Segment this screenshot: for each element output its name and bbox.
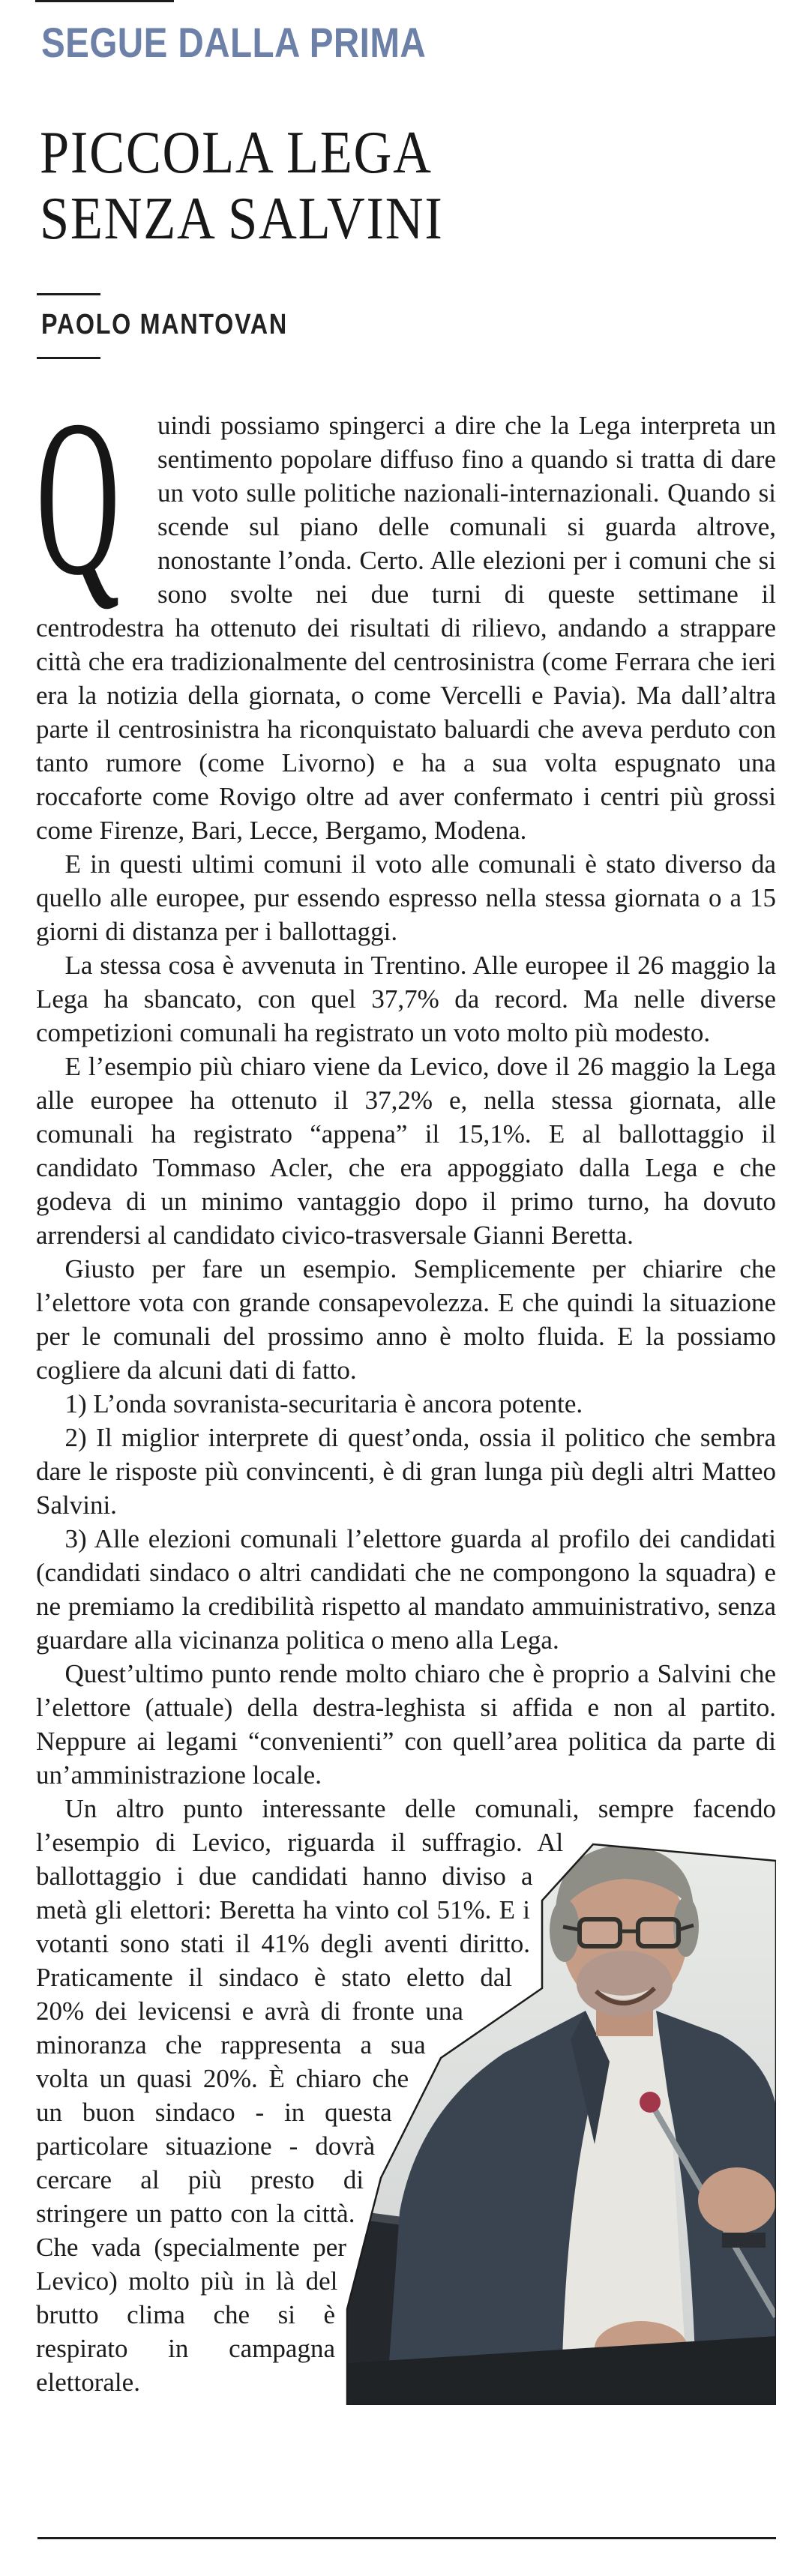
paragraph-5: 1) L’onda sovranista-securitaria è ancora potente. [64,1389,583,1418]
drop-cap: Q [36,409,120,622]
byline-rule-bottom [37,357,100,359]
beard [577,1951,673,2017]
microphone-tip [640,2092,661,2113]
paragraph-6: 2) Il miglior interprete di quest’onda, ossia il politico che sembra dare le risposte più convincenti, è di gran lunga più degli altri Matteo Salvini. [36,1423,776,1520]
watch [722,2233,766,2248]
paragraph-1: E in questi ultimi comuni il voto alle comunali è stato diverso da quello alle europee, pur essendo espresso nella stessa giornata o a 15 giorni di distanza per i ballottaggi. [36,849,776,946]
bottom-rule [37,2537,776,2539]
headline-line-1: PICCOLA LEGA [40,120,433,186]
byline-rule-top [37,293,100,295]
paragraph-9 [36,1792,776,2399]
kicker-rule [35,0,174,2]
headline-line-2: SENZA SALVINI [40,186,444,252]
paragraph-9-text: Un altro punto interessante delle comunali, sempre facendo l’esempio di Levico, riguarda il suffragio. Al ballottaggio i due candidati hanno diviso a metà gli elettori: Beretta ha vinto col 51%. E i votanti sono stati il 41% degli aventi diritto. Praticamente il sindaco è stato eletto dal 20% dei levicensi e avrà di fronte una minoranza che rappresenta a sua volta un quasi 20%. È chiaro che un buon sindaco - in questa particolare situazione - dovrà cercare al più presto di stringere un patto con la città. Che vada (specialmente per Levico) molto più in là del brutto clima che si è respirato in campagna elettorale. [36,1794,776,2397]
paragraph-8: Quest’ultimo punto rende molto chiaro che è proprio a Salvini che l’elettore (attuale) della destra-leghista si affida e non al partito. Neppure ai legami “convenienti” con quell’area politica da parte di un’amministrazione locale. [36,1659,776,1790]
paragraph-4: Giusto per fare un esempio. Semplicemente per chiarire che l’elettore vota con grande consapevolezza. E che quindi la situazione per le comunali del prossimo anno è molto fluida. E la possiamo cogliere da alcuni dati di fatto. [36,1254,776,1385]
lead-paragraph [36,409,776,847]
glasses-right-lens [638,1919,679,1946]
lead-text: uindi possiamo spingerci a dire che la Lega interpreta un sentimento popolare diffuso fino a quando si tratta di dare un voto sulle politiche nazionali-internazionali. Quando si scende sul piano delle comunali si guarda altrove, nonostante l’onda. Certo. Alle elezioni per i comuni che si sono svolte nei due turni di queste settimane il centrodestra ha ottenuto dei risultati di rilievo, andando a strappare città che era tradizionalmente del centrosinistra (come Ferrara che ieri era la notizia della giornata, o come Vercelli e Pavia). Ma dall’altra parte il centrosinistra ha riconquistato baluardi che aveva perduto con tanto rumore (come Livorno) e ha a sua volta espugnato una roccaforte come Rovigo oltre ad aver confermato i centri più grossi come Firenze, Bari, Lecce, Bergamo, Modena. [36,411,776,845]
paragraph-7: 3) Alle elezioni comunali l’elettore guarda al profilo dei candidati (candidati sindaco o altri candidati che ne compongono la squadra) e ne premiamo la credibilità rispetto al mandato ammuinistrativo, senza guardare alla vicinanza politica o meno alla Lega. [36,1524,776,1655]
kicker: SEGUE DALLA PRIMA [41,19,427,66]
paragraph-3: E l’esempio più chiaro viene da Levico, dove il 26 maggio la Lega alle europee ha ottenuto il 37,2% e, nella stessa giornata, alle comunali ha registrato “appena” il 15,1%. E al ballottaggio il candidato Tommaso Acler, che era appoggiato dalla Lega e che godeva di un minimo vantaggio dopo il primo turno, ha dovuto arrendersi al candidato civico-trasversale Gianni Beretta. [36,1052,776,1250]
article-body [36,409,776,2539]
glasses-left-lens [580,1919,620,1946]
headline [40,120,444,252]
paragraph-2: La stessa cosa è avvenuta in Trentino. Alle europee il 26 maggio la Lega ha sbancato, con quel 37,7% da record. Ma nelle diverse competizioni comunali ha registrato un voto molto più modesto. [36,951,776,1047]
hand-right [698,2167,776,2233]
byline: PAOLO MANTOVAN [41,309,288,340]
